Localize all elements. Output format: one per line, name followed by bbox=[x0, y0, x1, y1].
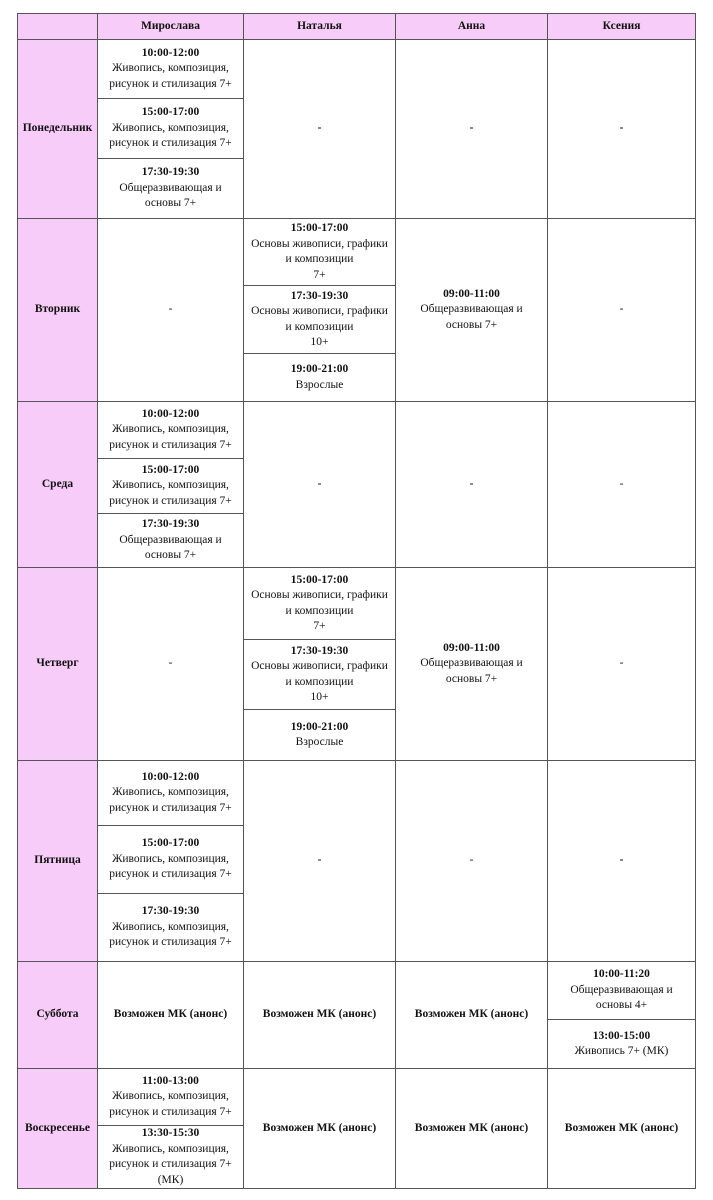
slot-tuesday-anna bbox=[396, 219, 548, 402]
cell-tuesday-miroslava: - bbox=[98, 219, 244, 402]
header-anna: Анна bbox=[396, 14, 548, 40]
slot-desc: рисунок и стилизация 7+ bbox=[109, 1105, 232, 1118]
slot-desc: Живопись, композиция, bbox=[112, 786, 229, 799]
slot-thursday-anna bbox=[396, 568, 548, 761]
slot-desc: Общеразвивающая и bbox=[420, 303, 523, 316]
sunday-row bbox=[18, 1069, 696, 1126]
slot-time: 17:30-19:30 bbox=[141, 166, 200, 179]
slot-desc: Взрослые bbox=[295, 736, 344, 748]
cell-monday-anna: - bbox=[396, 40, 548, 219]
slot-time: 15:00-17:00 bbox=[290, 573, 349, 586]
day-monday: Понедельник bbox=[18, 40, 98, 219]
slot-desc: Основы живописи, графики bbox=[251, 237, 388, 250]
slot-time: 19:00-21:00 bbox=[290, 720, 349, 733]
slot-tuesday-natalia-3 bbox=[244, 354, 396, 402]
thursday-row bbox=[18, 568, 696, 640]
slot-time: 13:30-15:30 bbox=[141, 1127, 200, 1139]
day-sunday: Воскресенье bbox=[18, 1069, 98, 1189]
day-saturday: Суббота bbox=[18, 962, 98, 1069]
cell-saturday-miroslava: Возможен МК (анонс) bbox=[98, 962, 244, 1069]
slot-time: 10:00-11:20 bbox=[593, 968, 650, 981]
cell-tuesday-ksenia: - bbox=[548, 219, 696, 402]
slot-sunday-miroslava-2 bbox=[98, 1126, 244, 1189]
slot-desc: Общеразвивающая и bbox=[119, 181, 222, 194]
slot-desc: Живопись, композиция, bbox=[112, 423, 229, 436]
slot-time: 15:00-17:00 bbox=[141, 106, 200, 119]
friday-row bbox=[18, 761, 696, 826]
slot-desc: основы 7+ bbox=[445, 318, 498, 331]
slot-desc: рисунок и стилизация 7+ bbox=[109, 77, 232, 90]
cell-wednesday-anna: - bbox=[396, 402, 548, 568]
slot-time: 15:00-17:00 bbox=[290, 222, 349, 234]
day-wednesday: Среда bbox=[18, 402, 98, 568]
header-row bbox=[18, 14, 696, 40]
header-miroslava: Мирослава bbox=[98, 14, 244, 40]
slot-desc: Живопись, композиция, bbox=[112, 479, 229, 492]
cell-wednesday-natalia: - bbox=[244, 402, 396, 568]
slot-desc: основы 4+ bbox=[595, 999, 648, 1012]
slot-time: 19:00-21:00 bbox=[290, 363, 349, 375]
header-ksenia: Ксения bbox=[548, 14, 696, 40]
slot-time: 10:00-12:00 bbox=[141, 770, 200, 783]
slot-desc: рисунок и стилизация 7+ bbox=[109, 1158, 232, 1170]
header-corner-cell bbox=[18, 14, 98, 40]
cell-friday-natalia: - bbox=[244, 761, 396, 962]
cell-saturday-anna: Возможен МК (анонс) bbox=[396, 962, 548, 1069]
slot-desc: 7+ bbox=[313, 620, 326, 632]
slot-time: 09:00-11:00 bbox=[443, 287, 500, 300]
day-thursday: Четверг bbox=[18, 568, 98, 761]
slot-desc: Живопись, композиция, bbox=[112, 1142, 229, 1155]
slot-desc: 10+ bbox=[310, 336, 329, 348]
cell-saturday-natalia: Возможен МК (анонс) bbox=[244, 962, 396, 1069]
slot-tuesday-natalia-1 bbox=[244, 219, 396, 286]
slot-desc: Основы живописи, графики bbox=[251, 660, 388, 672]
cell-sunday-natalia: Возможен МК (анонс) bbox=[244, 1069, 396, 1189]
day-friday: Пятница bbox=[18, 761, 98, 962]
slot-friday-miroslava-2 bbox=[98, 826, 244, 894]
slot-time: 15:00-17:00 bbox=[141, 463, 200, 476]
slot-desc: рисунок и стилизация 7+ bbox=[109, 494, 232, 507]
slot-desc: рисунок и стилизация 7+ bbox=[109, 137, 232, 150]
slot-desc: Общеразвивающая и bbox=[119, 533, 222, 546]
slot-desc: 10+ bbox=[310, 691, 329, 703]
cell-thursday-ksenia: - bbox=[548, 568, 696, 761]
slot-desc: Взрослые bbox=[295, 378, 344, 391]
slot-desc: и композиции bbox=[285, 320, 354, 333]
slot-desc: Живопись 7+ (МК) bbox=[574, 1045, 669, 1057]
slot-wednesday-miroslava-1 bbox=[98, 402, 244, 459]
slot-desc: Живопись, композиция, bbox=[112, 121, 229, 134]
slot-time: 15:00-17:00 bbox=[141, 837, 200, 850]
slot-desc: и композиции bbox=[285, 253, 354, 265]
slot-desc: Живопись, композиция, bbox=[112, 920, 229, 933]
slot-desc: рисунок и стилизация 7+ bbox=[109, 868, 232, 881]
slot-time: 10:00-12:00 bbox=[141, 407, 200, 420]
slot-wednesday-miroslava-2 bbox=[98, 459, 244, 514]
slot-friday-miroslava-1 bbox=[98, 761, 244, 826]
slot-thursday-natalia-2 bbox=[244, 640, 396, 710]
slot-desc: рисунок и стилизация 7+ bbox=[109, 438, 232, 451]
slot-time: 17:30-19:30 bbox=[290, 644, 349, 657]
slot-desc: Общеразвивающая и bbox=[420, 657, 523, 670]
cell-friday-anna: - bbox=[396, 761, 548, 962]
slot-monday-miroslava-2 bbox=[98, 99, 244, 159]
slot-time: 17:30-19:30 bbox=[141, 905, 200, 918]
slot-desc: 7+ bbox=[313, 268, 326, 281]
slot-time: 13:00-15:00 bbox=[592, 1029, 651, 1042]
saturday-row bbox=[18, 962, 696, 1020]
slot-time: 17:30-19:30 bbox=[141, 518, 200, 531]
slot-monday-miroslava-1 bbox=[98, 40, 244, 99]
tuesday-row bbox=[18, 219, 696, 286]
slot-thursday-natalia-1 bbox=[244, 568, 396, 640]
header-natalia: Наталья bbox=[244, 14, 396, 40]
slot-desc: основы 7+ bbox=[144, 197, 197, 210]
slot-desc: (МК) bbox=[157, 1173, 184, 1186]
slot-friday-miroslava-3 bbox=[98, 894, 244, 962]
cell-friday-ksenia: - bbox=[548, 761, 696, 962]
monday-row bbox=[18, 40, 696, 99]
day-tuesday: Вторник bbox=[18, 219, 98, 402]
slot-desc: и композиции bbox=[285, 675, 354, 688]
slot-desc: рисунок и стилизация 7+ bbox=[109, 936, 232, 949]
cell-wednesday-ksenia: - bbox=[548, 402, 696, 568]
cell-sunday-ksenia: Возможен МК (анонс) bbox=[548, 1069, 696, 1189]
cell-sunday-anna: Возможен МК (анонс) bbox=[396, 1069, 548, 1189]
slot-desc: основы 7+ bbox=[144, 549, 197, 562]
slot-desc: Живопись, композиция, bbox=[112, 852, 229, 865]
slot-desc: основы 7+ bbox=[445, 672, 498, 685]
slot-desc: Живопись, композиция, bbox=[112, 1090, 229, 1103]
slot-time: 11:00-13:00 bbox=[142, 1074, 199, 1087]
slot-time: 17:30-19:30 bbox=[290, 289, 349, 302]
slot-time: 10:00-12:00 bbox=[141, 46, 200, 59]
slot-desc: рисунок и стилизация 7+ bbox=[109, 801, 232, 814]
slot-wednesday-miroslava-3 bbox=[98, 514, 244, 568]
slot-desc: и композиции bbox=[285, 604, 354, 617]
slot-desc: Основы живописи, графики bbox=[251, 305, 388, 317]
slot-desc: Общеразвивающая и bbox=[570, 983, 673, 996]
slot-saturday-ksenia-2 bbox=[548, 1020, 696, 1069]
cell-monday-natalia: - bbox=[244, 40, 396, 219]
cell-thursday-miroslava: - bbox=[98, 568, 244, 761]
wednesday-row bbox=[18, 402, 696, 459]
slot-desc: Основы живописи, графики bbox=[251, 589, 388, 601]
schedule-table bbox=[17, 13, 696, 1189]
slot-tuesday-natalia-2 bbox=[244, 286, 396, 354]
slot-thursday-natalia-3 bbox=[244, 710, 396, 761]
cell-monday-ksenia: - bbox=[548, 40, 696, 219]
slot-sunday-miroslava-1 bbox=[98, 1069, 244, 1126]
slot-saturday-ksenia-1 bbox=[548, 962, 696, 1020]
slot-time: 09:00-11:00 bbox=[443, 641, 500, 654]
slot-desc: Живопись, композиция, bbox=[112, 62, 229, 75]
slot-monday-miroslava-3 bbox=[98, 159, 244, 219]
